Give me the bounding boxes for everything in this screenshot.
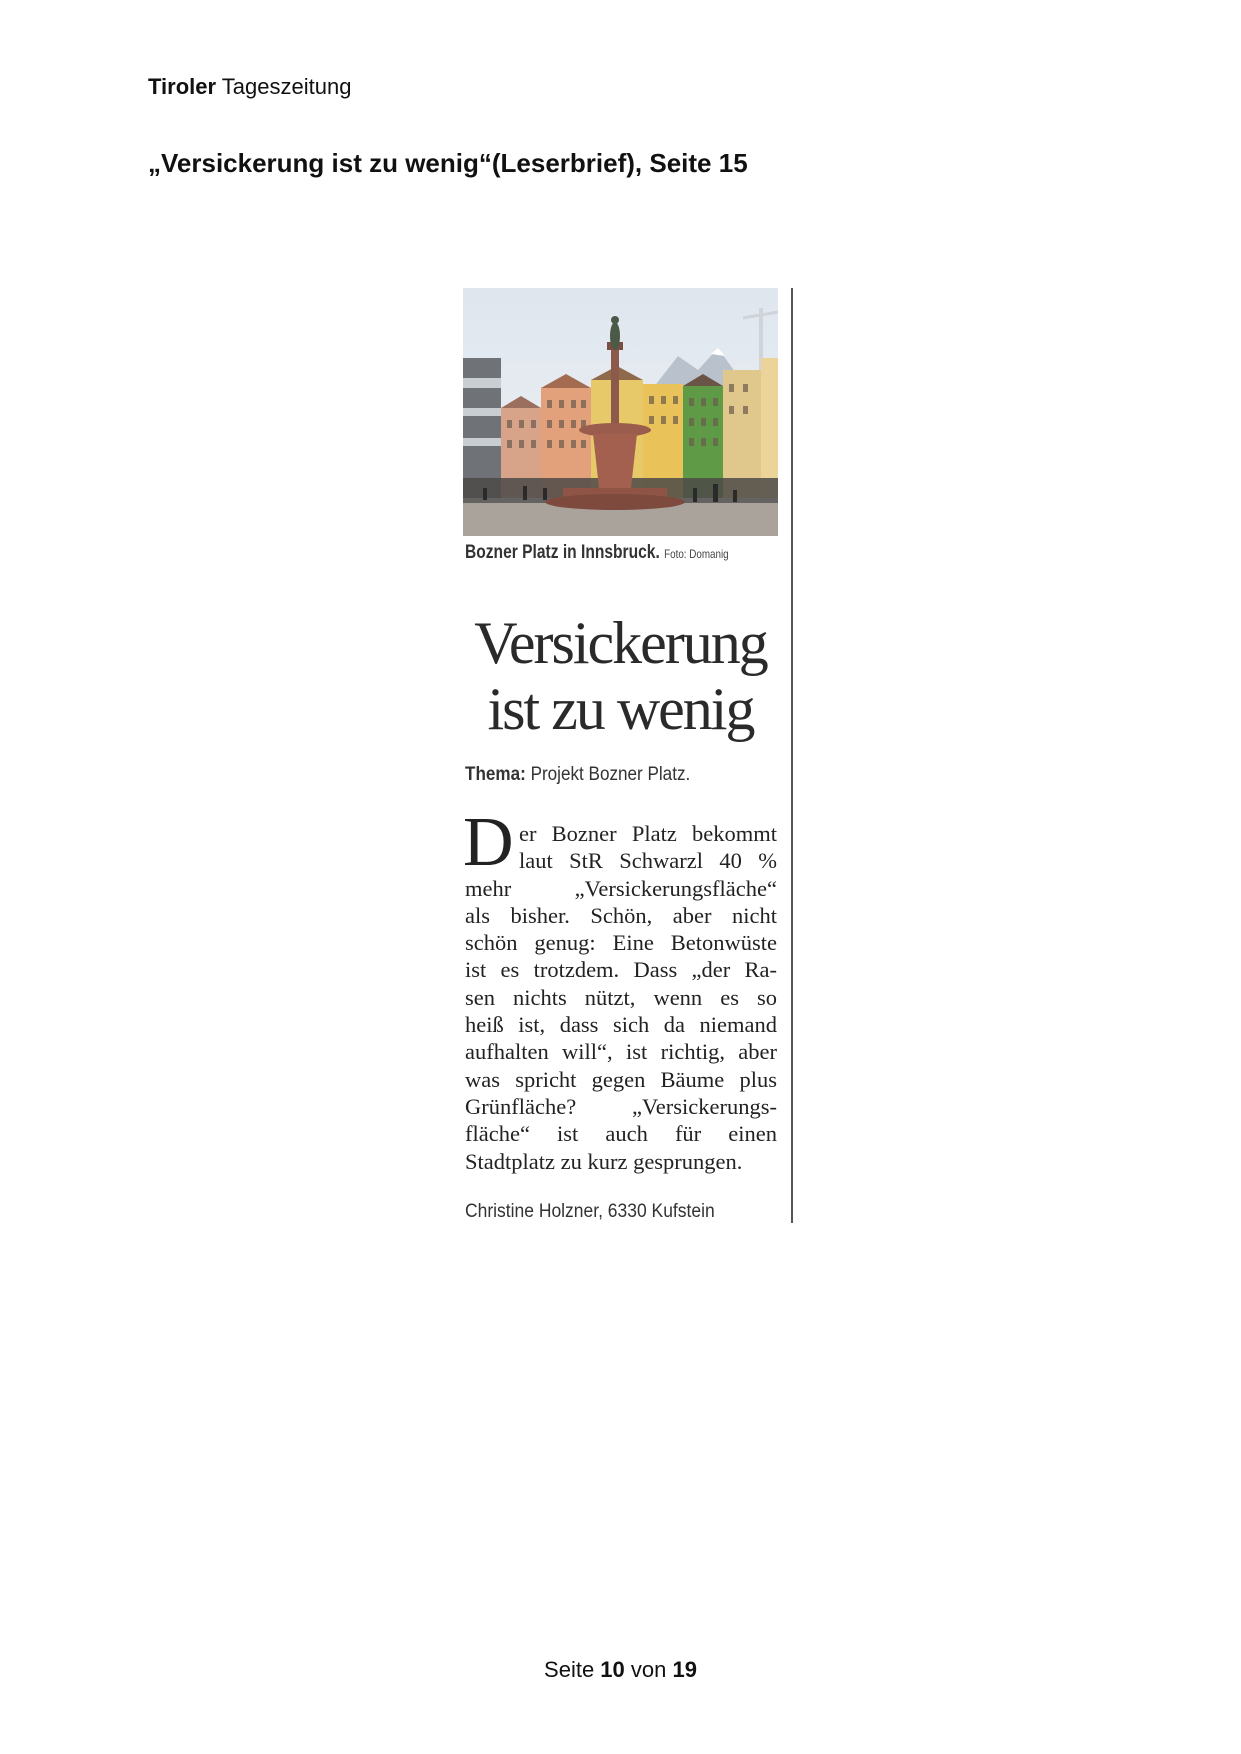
body-line: heiß ist, dass sich da niemand <box>465 1012 777 1038</box>
body-line: aufhalten will“, ist richtig, aber <box>465 1039 777 1065</box>
page-footer <box>0 1657 1241 1683</box>
topic-value: Projekt Bozner Platz. <box>525 764 691 785</box>
body-line: mehr „Versickerungsfläche“ <box>465 875 777 901</box>
body-line: Stadtplatz zu kurz gesprungen. <box>465 1148 743 1174</box>
document-title: „Versickerung ist zu wenig“(Leserbrief), Seite 15 <box>148 148 748 178</box>
body-line: Grünfläche? „Versickerungs- <box>465 1093 777 1119</box>
body-line: er Bozner Platz bekommt <box>519 821 777 846</box>
footer-total-pages: 19 <box>672 1657 697 1682</box>
body-line: schön genug: Eine Betonwüste <box>465 930 777 956</box>
photo-credit: Foto: Domanig <box>664 547 729 561</box>
publication-name-bold: Tiroler <box>148 74 217 99</box>
column-rule <box>791 288 793 1223</box>
body-line: laut StR Schwarzl 40 % <box>519 848 777 874</box>
body-line: als bisher. Schön, aber nicht <box>465 902 777 928</box>
footer-prefix: Seite <box>544 1657 601 1682</box>
bozner-platz-photo <box>463 288 778 536</box>
newspaper-clipping <box>463 288 778 1223</box>
article-body <box>465 820 777 1175</box>
topic-label: Thema: <box>465 764 526 785</box>
article-headline <box>463 610 778 742</box>
publication-header <box>148 74 351 100</box>
footer-page-number: 10 <box>600 1657 625 1682</box>
publication-name-rest: Tageszeitung <box>216 74 352 99</box>
photo-caption-text: Bozner Platz in Innsbruck. <box>465 542 660 563</box>
photo-caption <box>465 542 729 564</box>
body-line: ist es trotzdem. Dass „der Ra- <box>465 957 777 983</box>
footer-middle: von <box>624 1657 673 1682</box>
article-author: Christine Holzner, 6330 Kufstein <box>465 1201 715 1222</box>
headline-line-1: Versickerung <box>474 610 767 676</box>
body-line: was spricht gegen Bäume plus <box>465 1066 777 1092</box>
drop-cap: D <box>463 804 514 881</box>
headline-line-2: ist zu wenig <box>487 676 754 742</box>
body-line: fläche“ ist auch für einen <box>465 1121 777 1147</box>
body-line: sen nichts nützt, wenn es so <box>465 984 777 1010</box>
article-topic <box>465 764 690 786</box>
